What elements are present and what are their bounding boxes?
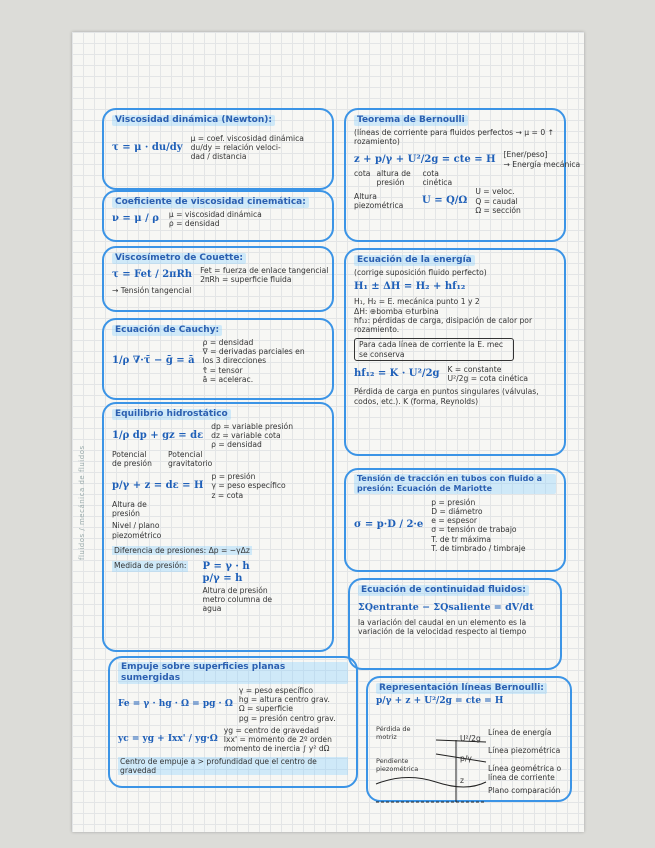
equation: σ = p·D / 2·e bbox=[354, 519, 424, 531]
desc-line: ρ = densidad bbox=[168, 219, 220, 229]
equation: p/γ = h bbox=[202, 573, 243, 585]
desc-line: γ = peso específico bbox=[211, 481, 286, 491]
card-title: Coeficiente de viscosidad cinemática: bbox=[112, 197, 309, 208]
equation: τ = μ · du/dy bbox=[112, 141, 183, 153]
card-title: Viscosímetro de Couette: bbox=[112, 253, 246, 264]
desc-line: e = espesor bbox=[431, 516, 477, 525]
inner-label: p/γ bbox=[460, 754, 472, 763]
left-label: Pérdida de motriz bbox=[376, 725, 411, 741]
margin-note: fluidos / mecánica de fluidos bbox=[78, 445, 86, 560]
energy-note: → Energía mecánica bbox=[503, 159, 581, 169]
equation: hf₁₂ = K · U²/2g bbox=[354, 368, 440, 380]
desc-line: dad / distancia bbox=[190, 152, 247, 162]
desc-line: du/dy = relación veloci- bbox=[190, 143, 281, 153]
label: Altura de presión bbox=[112, 499, 147, 519]
desc-line: D = diámetro bbox=[431, 506, 483, 516]
card-representacion bbox=[366, 676, 572, 802]
desc-line: σ = tensión de trabajo bbox=[431, 525, 517, 535]
inner-label: z bbox=[460, 776, 464, 785]
equation: 1/ρ ∇·τ̄ − ḡ = ā bbox=[112, 355, 195, 366]
desc-line: K = constante bbox=[447, 364, 502, 374]
card-couette bbox=[102, 246, 334, 312]
desc-line: hg = altura centro grav. bbox=[238, 695, 330, 705]
label: altura de presión bbox=[376, 168, 411, 188]
desc-line: U²/2g = cota cinética bbox=[447, 374, 529, 384]
card-title: Ecuación de Cauchy: bbox=[112, 325, 222, 336]
equation: ΣQentrante − ΣQsaliente = dV/dt bbox=[358, 601, 534, 613]
label: cota bbox=[354, 168, 371, 178]
equation: τ = Fet / 2πRh bbox=[112, 269, 193, 281]
intro: (corrige suposición fluido perfecto) bbox=[354, 267, 487, 277]
equation: H₁ ± ΔH = H₂ + hf₁₂ bbox=[354, 281, 466, 293]
desc-line: 2πRh = superficie fluida bbox=[200, 275, 292, 285]
intro: (líneas de corriente para fluidos perfectos → μ = 0 ↑ rozamiento) bbox=[354, 127, 554, 147]
desc-line: T. de timbrado / timbraje bbox=[431, 543, 526, 553]
equation: U = Q/Ω bbox=[422, 195, 468, 207]
card-viscosidad bbox=[102, 108, 334, 190]
desc-line: μ = coef. viscosidad dinámica bbox=[190, 133, 304, 143]
desc-line: Fet = fuerza de enlace tangencial bbox=[200, 265, 329, 275]
card-title: Tensión de tracción en tubos con fluido a presión: Ecuación de Mariotte bbox=[354, 474, 556, 494]
desc-line: dz = variable cota bbox=[211, 431, 281, 441]
card-cauchy bbox=[102, 318, 334, 400]
desc-line: yg = centro de gravedad bbox=[223, 725, 319, 735]
card-title: Teorema de Bernoulli bbox=[354, 115, 468, 126]
desc-line: Ixx' = momento de 2º orden momento de inercia ∫ y² dΩ bbox=[223, 735, 332, 754]
units: [Ener/peso] bbox=[503, 150, 548, 160]
label: cota cinética bbox=[422, 168, 453, 188]
card-title: Ecuación de la energía bbox=[354, 255, 475, 266]
card-mariotte bbox=[344, 468, 566, 572]
equation: p/γ + z = dε = H bbox=[112, 480, 204, 491]
equation: yc = yg + Ixx' / yg·Ω bbox=[118, 734, 218, 745]
item: H₁, H₂ = E. mecánica punto 1 y 2 bbox=[354, 297, 480, 307]
diff-line: Diferencia de presiones: Δp = −γΔz bbox=[114, 545, 250, 555]
desc-line: τ̄ = tensor bbox=[202, 365, 243, 375]
card-empuje bbox=[108, 656, 358, 788]
geometric-line bbox=[376, 777, 486, 787]
altura-label: Altura piezométrica bbox=[354, 192, 404, 211]
card-title: Ecuación de continuidad fluidos: bbox=[358, 585, 529, 596]
inner-label: U²/2g bbox=[460, 734, 481, 743]
equation: z + p/γ + U²/2g = cte = H bbox=[354, 153, 496, 165]
note: Pérdida de carga en puntos singulares (válvulas, codos, etc.). K (forma, Reynolds) bbox=[354, 387, 539, 406]
desc-line: Q = caudal bbox=[475, 196, 518, 206]
arrow-note: → Tensión tangencial bbox=[112, 286, 192, 296]
card-hidrostatico bbox=[102, 402, 334, 652]
equation: p/γ + z + U²/2g = cte = H bbox=[376, 695, 504, 706]
desc-line: dp = variable presión bbox=[211, 421, 294, 431]
line-label: Línea de energía bbox=[488, 728, 552, 737]
desc-line: ā = acelerac. bbox=[202, 374, 254, 384]
card-title: Empuje sobre superficies planas sumergidas bbox=[118, 662, 348, 684]
line-label: Línea piezométrica bbox=[488, 746, 561, 755]
card-title: Representación líneas Bernoulli: bbox=[376, 683, 547, 694]
medida-title: Medida de presión: bbox=[114, 561, 187, 571]
desc-line: ρ = densidad bbox=[211, 440, 262, 450]
card-energia bbox=[344, 248, 566, 456]
desc-line: Ω = superficie bbox=[238, 704, 293, 714]
medida-note: Altura de presión metro columna de agua bbox=[202, 585, 273, 614]
equation: 1/ρ dp + gz = dε bbox=[112, 429, 204, 441]
desc-line: p = presión bbox=[431, 497, 476, 507]
line-label: Plano comparación bbox=[488, 786, 561, 795]
label: Potencial gravitatorio bbox=[168, 449, 213, 468]
empuje-note: Centro de empuje a > profundidad que el centro de gravedad bbox=[118, 757, 348, 776]
desc-line: T. de tr máxima bbox=[431, 534, 491, 544]
desc-line: ∇ = derivadas parciales en los 3 direcciones bbox=[202, 347, 305, 366]
equation: Fe = γ · hg · Ω = pg · Ω bbox=[118, 698, 233, 709]
card-cinematica bbox=[102, 190, 334, 242]
item: hf₁₂: pérdidas de carga, disipación de calor por rozamiento. bbox=[354, 315, 533, 335]
label: Potencial de presión bbox=[112, 449, 152, 468]
label: Nivel / plano piezométrico bbox=[112, 521, 162, 540]
note: la variación del caudal en un elemento es la variación de la velocidad respecto al tiempo bbox=[358, 617, 527, 636]
desc-line: ρ = densidad bbox=[202, 337, 254, 347]
card-continuidad bbox=[348, 578, 562, 670]
desc-line: γ = peso específico bbox=[238, 685, 314, 695]
left-label: Pendiente piezométrica bbox=[376, 757, 419, 773]
card-title: Viscosidad dinámica (Newton): bbox=[112, 115, 275, 126]
desc-line: p = presión bbox=[211, 472, 256, 482]
line-label: Línea geométrica o línea de corriente bbox=[488, 764, 562, 783]
card-bernoulli bbox=[344, 108, 581, 242]
equation: P = γ · h bbox=[202, 561, 250, 573]
boxed-note: Para cada línea de corriente la E. mec se conserva bbox=[354, 338, 514, 361]
desc-line: z = cota bbox=[211, 490, 244, 500]
item: ΔH: ⊕bomba ⊖turbina bbox=[354, 306, 439, 316]
equation: ν = μ / ρ bbox=[112, 213, 159, 225]
card-title: Equilibrio hidrostático bbox=[112, 409, 231, 420]
desc-line: Ω = sección bbox=[475, 205, 521, 215]
desc-line: μ = viscosidad dinámica bbox=[168, 209, 262, 219]
desc-line: pg = presión centro grav. bbox=[238, 713, 336, 723]
desc-line: U = veloc. bbox=[475, 187, 515, 197]
